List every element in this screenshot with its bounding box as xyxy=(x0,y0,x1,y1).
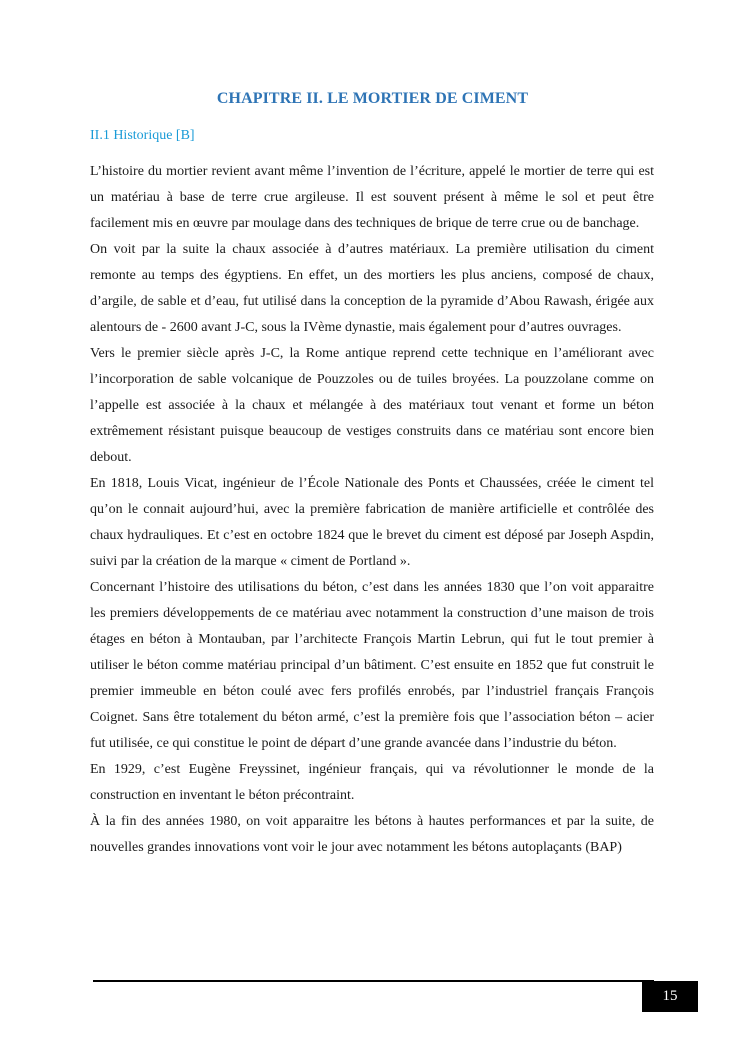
paragraph-freyssinet: En 1929, c’est Eugène Freyssinet, ingénieur français, qui va révolutionner le monde de la construction en inventant le béton précontraint. xyxy=(90,762,654,803)
paragraph-histoire-beton: Concernant l’histoire des utilisations du béton, c’est dans les années 1830 que l’on voit apparaitre les premiers développements de ce matériau avec notamment la construction d’une maison de trois étages en béton à Montauban, par l’architecte François Martin Lebrun, qui fut le tout premier à utiliser le béton comme matériau principal d’un bâtiment. C’est ensuite en 1852 que fut construit le premier immeuble en béton coulé avec fers profilés enrobés, par l’industriel français François Coignet. Sans être totalement du béton armé, c’est la première fois que l’association béton – acier fut utilisée, ce qui constitue le point de départ d’une grande avancée dans l’industrie du béton. xyxy=(90,580,654,751)
body-text xyxy=(90,159,654,861)
paragraph-mortier-de-terre: L’histoire du mortier revient avant même l’invention de l’écriture, appelé le mortier de terre qui est un matériau à base de terre crue argileuse. Il est souvent présent à même le sol et peut être facilement mis en œuvre par moulage dans des techniques de brique de terre crue ou de banchage. xyxy=(90,164,654,231)
paragraph-egyptiens: On voit par la suite la chaux associée à d’autres matériaux. La première utilisation du ciment remonte au temps des égyptiens. En effet, un des mortiers les plus anciens, composé de chaux, d’argile, de sable et d’eau, fut utilisé dans la conception de la pyramide d’Abou Rawash, érigée aux alentours de - 2600 avant J-C, sous la IVème dynastie, mais également pour d’autres ouvrages. xyxy=(90,242,654,335)
paragraph-rome-antique: Vers le premier siècle après J-C, la Rome antique reprend cette technique en l’améliorant avec l’incorporation de sable volcanique de Pouzzoles ou de tuiles broyées. La pouzzolane comme on l’appelle est associée à la chaux et mélangée à des matériaux tout venant et forme un béton extrêmement résistant puisque beaucoup de vestiges construits dans ce matériau sont encore bien debout. xyxy=(90,346,654,465)
paragraph-vicat: En 1818, Louis Vicat, ingénieur de l’École Nationale des Ponts et Chaussées, créée le ciment tel qu’on le connait aujourd’hui, avec la première fabrication de manière artificielle et contrôlée des chaux hydrauliques. Et c’est en octobre 1824 que le brevet du ciment est déposé par Joseph Aspdin, suivi par la création de la marque « ciment de Portland ». xyxy=(90,476,654,569)
section-heading: II.1 Historique [B] xyxy=(90,128,195,143)
chapter-title: CHAPITRE II. LE MORTIER DE CIMENT xyxy=(216,90,529,107)
footer-rule xyxy=(93,980,654,982)
page-number: 15 xyxy=(642,981,698,1012)
paragraph-bap: À la fin des années 1980, on voit apparaitre les bétons à hautes performances et par la suite, de nouvelles grandes innovations vont voir le jour avec notamment les bétons autoplaçants (BAP) xyxy=(90,814,654,855)
